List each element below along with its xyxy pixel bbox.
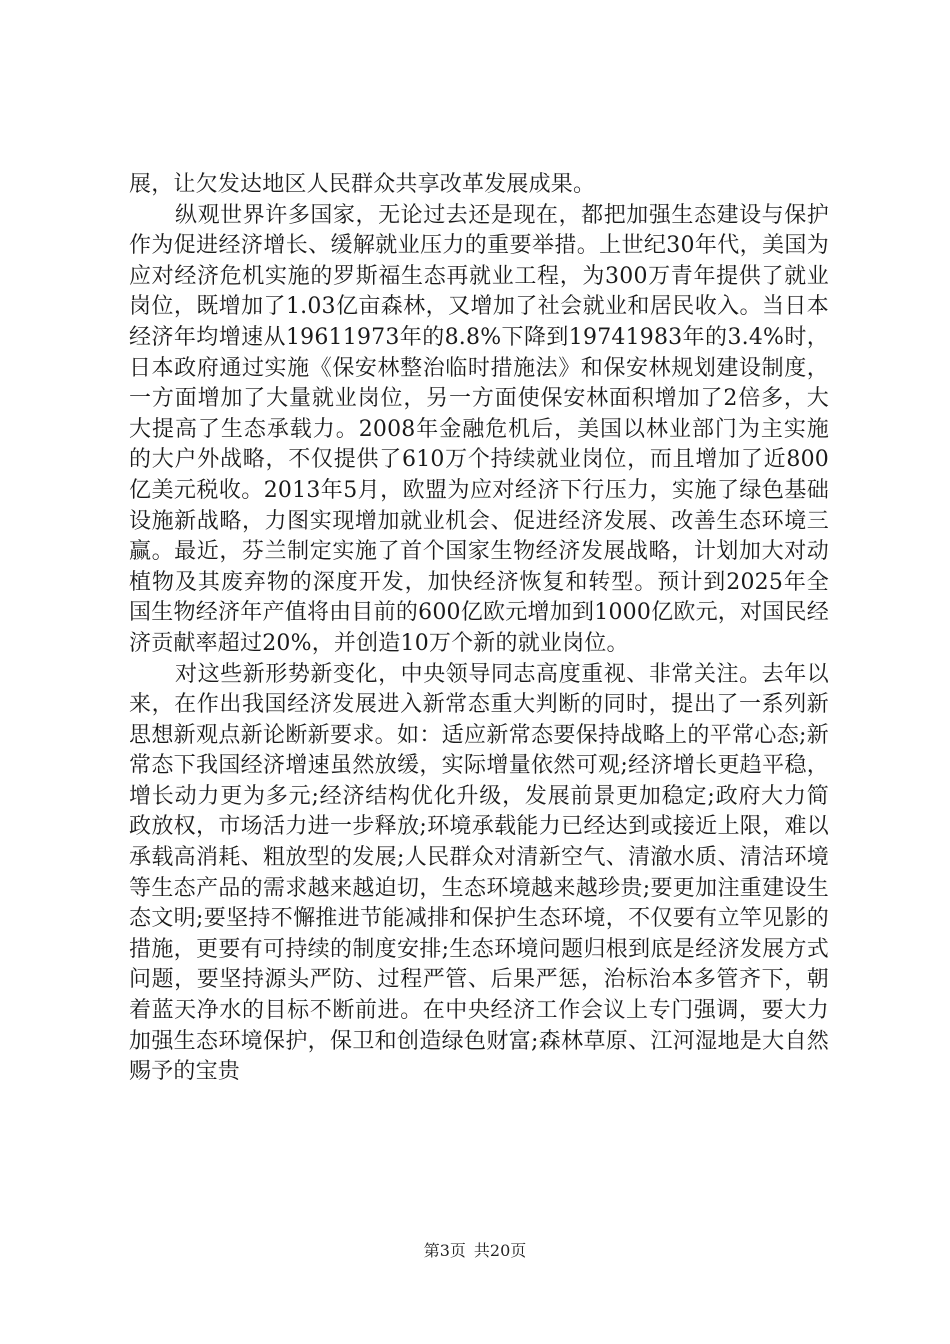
paragraph-2: 纵观世界许多国家，无论过去还是现在，都把加强生态建设与保护作为促进经济增长、缓解就业压力的重要举措。上世纪30年代，美国为应对经济危机实施的罗斯福生态再就业工程，为300万青年提供了就业岗位，既增加了1.03亿亩森林，又增加了社会就业和居民收入。当日本经济年均增速从19611973年的8.8%下降到19741983年的3.4%时，日本政府通过实施《保安林整治临时措施法》和保安林规划建设制度，一方面增加了大量就业岗位，另一方面使保安林面积增加了2倍多，大大提高了生态承载力。2008年金融危机后，美国以林业部门为主实施的大户外战略，不仅提供了610万个持续就业岗位，而且增加了近800亿美元税收。2013年5月，欧盟为应对经济下行压力，实施了绿色基础设施新战略，力图实现增加就业机会、促进经济发展、改善生态环境三赢。最近，芬兰制定实施了首个国家生物经济发展战略，计划加大对动植物及其废弃物的深度开发，加快经济恢复和转型。预计到2025年全国生物经济年产值将由目前的600亿欧元增加到1000亿欧元，对国民经济贡献率超过20%，并创造10万个新的就业岗位。 xyxy=(129,202,829,656)
page-footer xyxy=(0,1241,950,1261)
paragraph-3: 对这些新形势新变化，中央领导同志高度重视、非常关注。去年以来，在作出我国经济发展进入新常态重大判断的同时，提出了一系列新思想新观点新论断新要求。如：适应新常态要保持战略上的平常心态;新常态下我国经济增速虽然放缓，实际增量依然可观;经济增长更趋平稳，增长动力更为多元;经济结构优化升级，发展前景更加稳定;政府大力简政放权，市场活力进一步释放;环境承载能力已经达到或接近上限，难以承载高消耗、粗放型的发展;人民群众对清新空气、清澈水质、清洁环境等生态产品的需求越来越迫切，生态环境越来越珍贵;要更加注重建设生态文明;要坚持不懈推进节能减排和保护生态环境，不仅要有立竿见影的措施，更要有可持续的制度安排;生态环境问题归根到底是经济发展方式问题，要坚持源头严防、过程严管、后果严惩，治标治本多管齐下，朝着蓝天净水的目标不断前进。在中央经济工作会议上专门强调，要大力加强生态环境保护，保卫和创造绿色财富;森林草原、江河湿地是大自然赐予的宝贵 xyxy=(129,661,829,1085)
document-body xyxy=(129,170,829,1088)
page-total: 共20页 xyxy=(473,1241,527,1260)
paragraph-1: 展，让欠发达地区人民群众共享改革发展成果。 xyxy=(129,172,596,197)
page-number: 第3页 xyxy=(423,1241,466,1260)
